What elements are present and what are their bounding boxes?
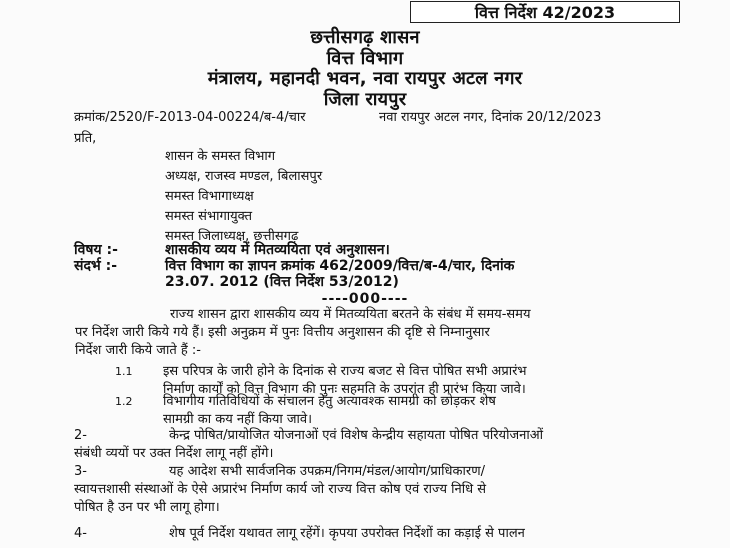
paragraph-3 bbox=[74, 463, 689, 517]
paragraph-line: पर निर्देश जारी किये गये हैं। इसी अनुक्रम में पुनः वित्तीय अनुशासन की दृष्टि से निम्नानुसार bbox=[75, 325, 490, 340]
addressee-item: अध्यक्ष, राजस्व मण्डल, बिलासपुर bbox=[165, 169, 323, 184]
paragraph-line: संबंधी व्ययों पर उक्त निर्देश लागू नहीं होंगे। bbox=[74, 446, 274, 461]
addressee-list bbox=[165, 147, 322, 247]
directive-number-box: वित्त निर्देश 42/2023 bbox=[410, 1, 680, 23]
department-title: वित्त विभाग bbox=[326, 48, 404, 69]
paragraph-number: 4- bbox=[74, 526, 87, 541]
paragraph-line: निर्देश जारी किये जाते हैं :- bbox=[75, 343, 201, 358]
paragraph-line: पोषित है उन पर भी लागू होगा। bbox=[74, 500, 220, 515]
paragraph-line: शेष पूर्व निर्देश यथावत लागू रहेंगें। कृपया उपरोक्त निर्देशों का कड़ाई से पालन bbox=[169, 526, 525, 541]
paragraph-line: राज्य शासन द्वारा शासकीय व्यय में मितव्ययिता बरतने के संबंध में समय-समय bbox=[170, 307, 531, 322]
paragraph-number: 3- bbox=[74, 464, 87, 479]
paragraph-line: केन्द्र पोषित/प्रायोजित योजनाओं एवं विशेष केन्द्रीय सहायता पोषित परियोजनाओं bbox=[169, 428, 543, 443]
addressee-heading: प्रति, bbox=[74, 131, 97, 146]
section-divider: ----000---- bbox=[321, 291, 409, 307]
item-number: 1.1 bbox=[115, 365, 133, 378]
district-title: जिला रायपुर bbox=[323, 89, 407, 110]
government-title: छत्तीसगढ़ शासन bbox=[310, 27, 420, 48]
office-address: मंत्रालय, महानदी भवन, नवा रायपुर अटल नगर bbox=[207, 68, 523, 89]
place-date: नवा रायपुर अटल नगर, दिनांक 20/12/2023 bbox=[379, 110, 602, 125]
reference-number: क्रमांक/2520/F-2013-04-00224/ब-4/चार bbox=[74, 110, 306, 125]
addressee-item: समस्त संभागायुक्त bbox=[165, 209, 253, 224]
paragraph-number: 2- bbox=[74, 428, 87, 443]
addressee-item: समस्त जिलाध्यक्ष, छत्तीसगढ़ bbox=[165, 229, 299, 244]
paragraph-line: विभागीय गतिविधियों के संचालन हेतु अत्यावश्क सामग्री को छोड़कर शेष bbox=[163, 394, 496, 409]
reference-line: 23.07. 2012 (वित्त निर्देश 53/2012) bbox=[165, 274, 399, 290]
paragraph-line: निर्माण कार्यों को वित्त विभाग की पुनः सहमति के उपरांत ही प्रारंभ किया जावे। bbox=[163, 382, 526, 397]
addressee-item: समस्त विभागाध्यक्ष bbox=[165, 189, 254, 204]
paragraph-line: इस परिपत्र के जारी होने के दिनांक से राज्य बजट से वित्त पोषित सभी अप्रारंभ bbox=[163, 364, 527, 379]
intro-paragraph bbox=[75, 306, 690, 360]
paragraph-line: यह आदेश सभी सार्वजनिक उपक्रम/निगम/मंडल/आयोग/प्राधिकारण/ bbox=[169, 464, 485, 479]
paragraph-line: स्वायत्तशासी संस्थाओं के ऐसे अप्रारंभ निर्माण कार्य जो राज्य वित्त कोष एवं राज्य निधि से bbox=[74, 482, 486, 497]
subject-label: विषय :- bbox=[74, 242, 118, 258]
subject-text: शासकीय व्यय में मितव्ययिता एवं अनुशासन। bbox=[165, 242, 390, 258]
reference-line: वित्त विभाग का ज्ञापन क्रमांक 462/2009/वित्त/ब-4/चार, दिनांक bbox=[165, 258, 515, 274]
item-1-2 bbox=[115, 393, 675, 429]
paragraph-line: सामग्री का कय नहीं किया जावे। bbox=[163, 412, 313, 427]
reference-label: संदर्भ :- bbox=[74, 258, 118, 274]
paragraph-4 bbox=[74, 525, 689, 543]
item-number: 1.2 bbox=[115, 395, 133, 408]
reference-text bbox=[165, 258, 625, 290]
paragraph-2 bbox=[74, 427, 689, 463]
addressee-item: शासन के समस्त विभाग bbox=[165, 149, 276, 164]
